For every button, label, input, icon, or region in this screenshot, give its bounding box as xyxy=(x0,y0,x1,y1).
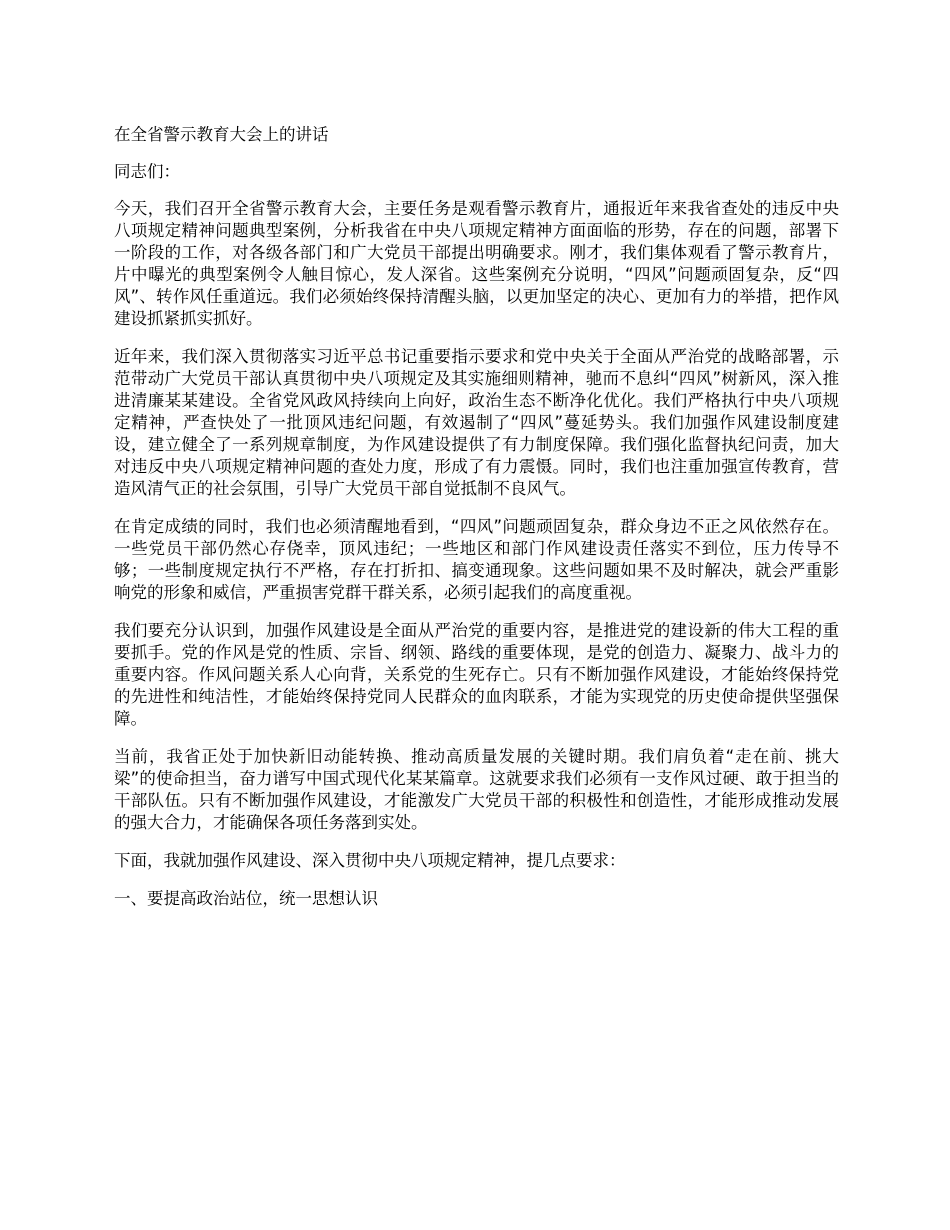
paragraph: 今天，我们召开全省警示教育大会，主要任务是观看警示教育片，通报近年来我省查处的违反中央八项规定精神问题典型案例，分析我省在中央八项规定精神方面面临的形势，存在的问题，部署下一阶段的工作，对各级各部门和广大党员干部提出明确要求。刚才，我们集体观看了警示教育片，片中曝光的典型案例令人触目惊心，发人深省。这些案例充分说明，“四风”问题顽固复杂，反“四风”、转作风任重道远。我们必须始终保持清醒头脑，以更加坚定的决心、更加有力的举措，把作风建设抓紧抓实抓好。 xyxy=(114,199,839,328)
document-body xyxy=(114,124,839,926)
greeting: 同志们： xyxy=(114,162,180,181)
paragraph: 当前，我省正处于加快新旧动能转换、推动高质量发展的关键时期。我们肩负着“走在前、挑大梁”的使命担当，奋力谱写中国式现代化某某篇章。这就要求我们必须有一支作风过硬、敢于担当的干部队伍。只有不断加强作风建设，才能激发广大党员干部的积极性和创造性，才能形成推动发展的强大合力，才能确保各项任务落到实处。 xyxy=(114,747,839,832)
paragraph: 近年来，我们深入贯彻落实习近平总书记重要指示要求和党中央关于全面从严治党的战略部署，示范带动广大党员干部认真贯彻中央八项规定及其实施细则精神，驰而不息纠“四风”树新风，深入推进清廉某某建设。全省党风政风持续向上向好，政治生态不断净化优化。我们严格执行中央八项规定精神，严查快处了一批顶风违纪问题，有效遏制了“四风”蔓延势头。我们加强作风建设制度建设，建立健全了一系列规章制度，为作风建设提供了有力制度保障。我们强化监督执纪问责，加大对违反中央八项规定精神问题的查处力度，形成了有力震慑。同时，我们也注重加强宣传教育，营造风清气正的社会氛围，引导广大党员干部自觉抵制不良风气。 xyxy=(114,347,839,498)
paragraph: 在肯定成绩的同时，我们也必须清醒地看到，“四风”问题顽固复杂，群众身边不正之风依然存在。一些党员干部仍然心存侥幸，顶风违纪；一些地区和部门作风建设责任落实不到位，压力传导不够；一些制度规定执行不严格，存在打折扣、搞变通现象。这些问题如果不及时解决，就会严重影响党的形象和威信，严重损害党群干群关系，必须引起我们的高度重视。 xyxy=(114,517,839,602)
paragraph: 下面，我就加强作风建设、深入贯彻中央八项规定精神，提几点要求： xyxy=(114,851,626,870)
section-heading: 一、要提高政治站位，统一思想认识 xyxy=(114,889,378,908)
paragraph: 我们要充分认识到，加强作风建设是全面从严治党的重要内容，是推进党的建设新的伟大工程的重要抓手。党的作风是党的性质、宗旨、纲领、路线的重要体现，是党的创造力、凝聚力、战斗力的重要内容。作风问题关系人心向背，关系党的生死存亡。只有不断加强作风建设，才能始终保持党的先进性和纯洁性，才能始终保持党同人民群众的血肉联系，才能为实现党的历史使命提供坚强保障。 xyxy=(114,621,839,728)
document-title: 在全省警示教育大会上的讲话 xyxy=(114,125,329,144)
